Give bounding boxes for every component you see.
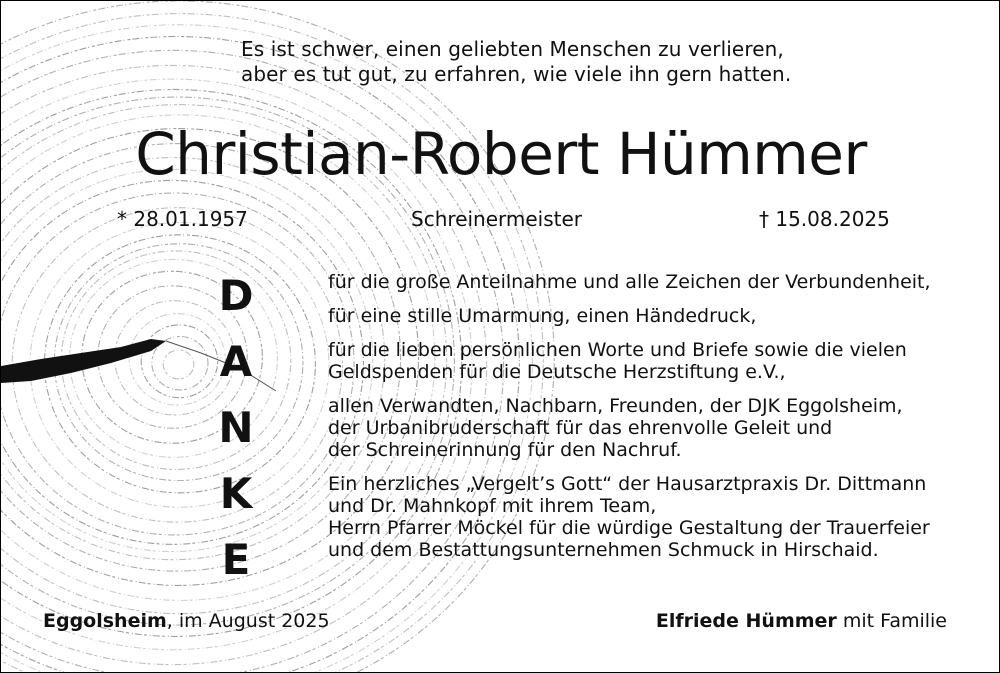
thanks-line: Geldspenden für die Deutsche Herzstiftung e.V., [328, 361, 786, 383]
thanks-paragraph [328, 473, 988, 561]
deceased-name: Christian-Robert Hümmer [135, 120, 867, 188]
footer-family-name: Elfriede Hümmer [655, 610, 837, 632]
thanks-paragraph [328, 339, 988, 383]
footer-family-suffix: mit Familie [836, 610, 947, 632]
footer-date: , im August 2025 [166, 610, 330, 632]
thanks-line: Herrn Pfarrer Möckel für die würdige Gestaltung der Trauerfeier [328, 517, 930, 539]
thanks-line: Ein herzliches „Vergelt’s Gott“ der Hausarztpraxis Dr. Dittmann [328, 473, 927, 495]
thanks-line: für die lieben persönlichen Worte und Briefe sowie die vielen [328, 339, 907, 361]
thanks-paragraph [328, 271, 988, 293]
motto [241, 37, 801, 87]
thanks-paragraph [328, 305, 988, 327]
motto-line-1: Es ist schwer, einen geliebten Menschen zu verlieren, [241, 37, 784, 61]
thanks-line: allen Verwandten, Nachbarn, Freunden, der DJK Eggolsheim, [328, 395, 903, 417]
thanks-line: der Schreinerinnung für den Nachruf. [328, 439, 682, 461]
footer-place: Eggolsheim [43, 610, 167, 632]
footer-place-date [43, 609, 330, 633]
footer-family [656, 609, 947, 633]
thanks-text [328, 271, 988, 573]
danke-letter: K [219, 469, 253, 518]
birth-date: * 28.01.1957 [117, 207, 248, 231]
death-date: † 15.08.2025 [759, 207, 890, 231]
thanks-line: für eine stille Umarmung, einen Händedruck, [328, 305, 757, 327]
motto-line-2: aber es tut gut, zu erfahren, wie viele ihn gern hatten. [241, 62, 792, 86]
thanks-line: und Dr. Mahnkopf mit ihrem Team, [328, 495, 657, 517]
danke-letter: A [219, 337, 253, 386]
thanks-line: der Urbanibruderschaft für das ehrenvolle Geleit und [328, 417, 833, 439]
danke-letter: N [218, 403, 254, 452]
thanks-paragraph [328, 395, 988, 461]
thanks-line: für die große Anteilnahme und alle Zeichen der Verbundenheit, [328, 271, 931, 293]
danke-vertical [197, 263, 275, 593]
thanks-line: und dem Bestattungsunternehmen Schmuck in Hirschaid. [328, 539, 879, 561]
danke-letter: D [218, 271, 254, 320]
danke-letter: E [221, 535, 251, 584]
occupation: Schreinermeister [411, 207, 582, 231]
